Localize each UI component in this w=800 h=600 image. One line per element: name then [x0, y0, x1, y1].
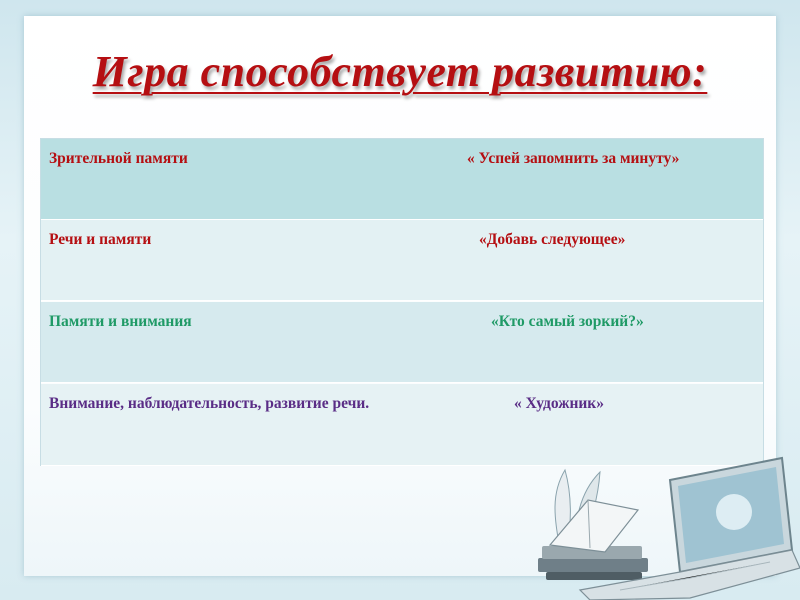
slide-title: Игра способствует развитию: — [92, 47, 708, 96]
book-icon — [538, 500, 648, 580]
decoration-illustration — [520, 440, 800, 600]
table-row — [41, 302, 763, 383]
game-cell: « Успей запомнить за минуту» — [467, 150, 680, 167]
table-row — [41, 139, 763, 220]
skill-cell: Памяти и внимания — [49, 313, 192, 330]
game-cell: « Художник» — [514, 395, 604, 412]
games-table — [40, 138, 764, 466]
game-cell: «Кто самый зоркий?» — [491, 313, 644, 330]
game-cell: «Добавь следующее» — [479, 231, 626, 248]
skill-cell: Зрительной памяти — [49, 150, 188, 167]
table-row — [41, 220, 763, 301]
skill-cell: Речи и памяти — [49, 231, 152, 248]
skill-cell: Внимание, наблюдательность, развитие речи. — [49, 395, 370, 412]
